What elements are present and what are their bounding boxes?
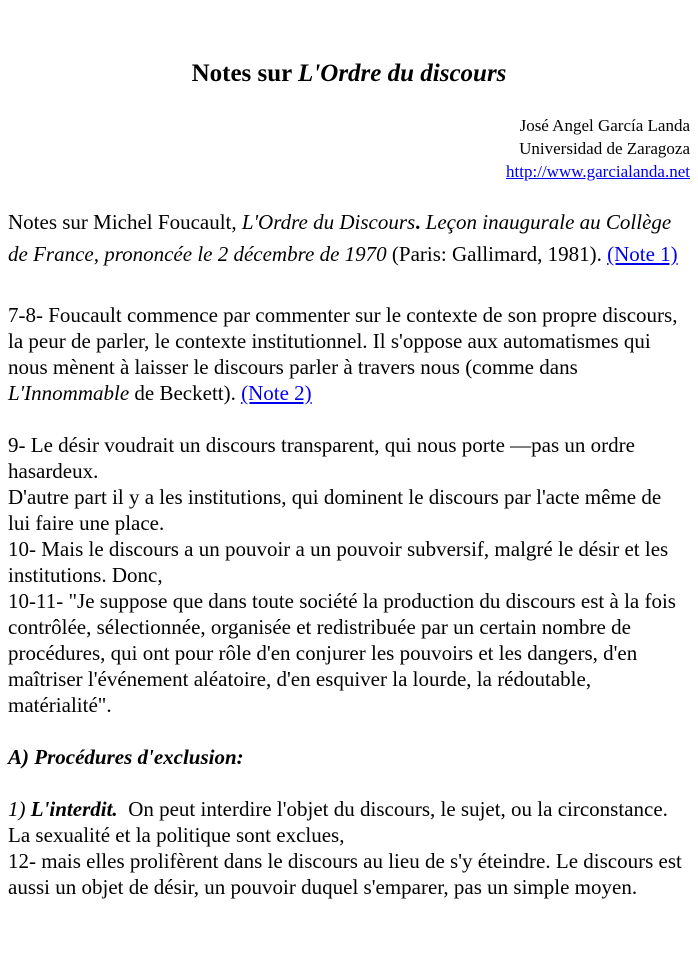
intro-comma: , — [231, 210, 242, 234]
author-name: José Angel García Landa — [519, 116, 690, 135]
page-title — [0, 60, 698, 88]
author-website-link[interactable]: http://www.garcialanda.net — [506, 162, 690, 181]
paragraph-7-8-text-b: de Beckett). — [129, 381, 242, 405]
document-body — [8, 206, 688, 900]
intro-paragraph — [8, 206, 688, 270]
title-prefix: Notes sur — [191, 60, 292, 87]
author-affiliation: Universidad de Zaragoza — [519, 139, 690, 158]
paragraph-institutions: D'autre part il y a les institutions, qui dominent le discours par l'acte même de lui faire une place. — [8, 485, 662, 535]
intro-publication: (Paris: Gallimard, 1981). — [386, 242, 608, 266]
interdit-text: On peut interdire l'objet du discours, le sujet, ou la circonstance. La sexualité et la politique sont exclues, — [8, 797, 674, 847]
paragraph-7-8 — [8, 302, 688, 406]
section-heading-exclusion: A) Procédures d'exclusion: — [8, 745, 244, 769]
paragraph-10: 10- Mais le discours a un pouvoir a un pouvoir subversif, malgré le désir et les institutions. Donc, — [8, 537, 669, 587]
note-2-link[interactable]: (Note 2) — [241, 381, 312, 405]
paragraph-9: 9- Le désir voudrait un discours transparent, qui nous porte —pas un ordre hasardeux. — [8, 433, 635, 483]
paragraph-10-11-quote: 10-11- "Je suppose que dans toute société la production du discours est à la fois contrôlée, sélectionnée, organisée et redistribuée par un certain nombre de procédures, qui ont pour rôle d'en conjurer les pouvoirs et les dangers, d'en maîtriser l'événement aléatoire, d'en esquiver la lourde, la rédoutable, matérialité". — [8, 589, 676, 717]
intro-book-title: L'Ordre du Discours — [241, 210, 416, 234]
author-block — [506, 114, 690, 183]
note-1-link[interactable]: (Note 1) — [607, 242, 678, 266]
paragraph-7-8-italic: L'Innommable — [8, 381, 130, 405]
intro-subtitle: Leçon inaugurale au Collège de France, prononcée le 2 décembre de 1970 — [8, 210, 672, 266]
interdit-term: L'interdit. — [30, 797, 118, 821]
intro-prefix: Notes sur Michel Foucault — [8, 210, 232, 234]
title-italic: L'Ordre du discours — [298, 60, 507, 87]
paragraph-12: 12- mais elles prolifèrent dans le discours au lieu de s'y éteindre. Le discours est aussi un objet de désir, un pouvoir duquel s'emparer, pas un simple moyen. — [8, 849, 682, 899]
paragraph-7-8-text-a: 7-8- Foucault commence par commenter sur le contexte de son propre discours, la peur de parler, le contexte institutionnel. Il s'oppose aux automatismes qui nous mènent à laisser le discours parler à travers nous (comme dans — [8, 303, 678, 379]
interdit-number: 1) — [8, 797, 31, 821]
paragraph-interdit — [8, 796, 688, 848]
intro-period: . — [415, 210, 426, 234]
